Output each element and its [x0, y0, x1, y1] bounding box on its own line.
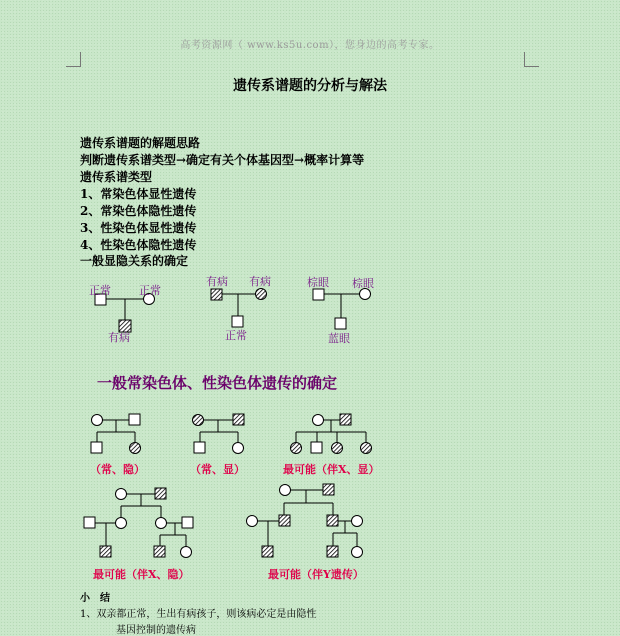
female-affected-symbol: [332, 443, 343, 454]
female-normal-symbol: [247, 516, 258, 527]
label-normal-child: 正常: [225, 329, 247, 342]
male-normal-symbol: [313, 289, 324, 300]
female-normal-symbol: [181, 547, 192, 558]
label-blue-child: 蓝眼: [328, 332, 350, 345]
text-line-8: 一般显隐关系的确定: [80, 254, 189, 268]
text-line-5: 2、常染色体隐性遗传: [80, 204, 197, 218]
male-affected-symbol: [327, 546, 338, 557]
summary-line-2: 基因控制的遗传病: [116, 625, 196, 636]
case-3-pedigree: [291, 414, 372, 454]
summary-line-1: 1、双亲都正常，生出有病孩子，则该病必定是由隐性: [80, 609, 317, 620]
male-normal-symbol: [84, 517, 95, 528]
page-header: 高考资源网（ www.ks5u.com），您身边的高考专家。: [180, 40, 440, 51]
case-label-5: 最可能（伴Y遗传）: [268, 568, 364, 581]
female-normal-symbol: [156, 518, 167, 529]
label-brown-1: 棕眼: [307, 276, 329, 289]
male-normal-symbol: [335, 318, 346, 329]
pedigree-b: [211, 289, 267, 328]
female-normal-symbol: [233, 443, 244, 454]
text-line-2: 判断遗传系谱类型→确定有关个体基因型→概率计算等: [80, 153, 365, 167]
female-normal-symbol: [92, 415, 103, 426]
female-affected-symbol: [256, 289, 267, 300]
text-line-3: 遗传系谱类型: [80, 170, 153, 184]
case-label-2: （常、显）: [190, 463, 245, 476]
male-normal-symbol: [129, 414, 140, 425]
label-brown-2: 棕眼: [352, 277, 374, 290]
pedigree-a: [95, 294, 155, 333]
case-label-3: 最可能（伴X、显）: [283, 463, 380, 476]
female-normal-symbol: [352, 516, 363, 527]
female-normal-symbol: [313, 415, 324, 426]
female-normal-symbol: [280, 485, 291, 496]
male-normal-symbol: [232, 316, 243, 327]
text-line-7: 4、性染色体隐性遗传: [80, 238, 197, 252]
male-affected-symbol: [100, 546, 111, 557]
label-normal-1: 正常: [89, 284, 111, 297]
text-line-4: 1、常染色体显性遗传: [80, 187, 197, 201]
section-subtitle: 一般常染色体、性染色体遗传的确定: [97, 374, 338, 392]
text-line-6: 3、性染色体显性遗传: [80, 221, 197, 235]
case-5-pedigree: [247, 484, 363, 558]
male-normal-symbol: [91, 442, 102, 453]
label-normal-2: 正常: [139, 284, 161, 297]
male-affected-symbol: [340, 414, 351, 425]
female-normal-symbol: [116, 489, 127, 500]
male-normal-symbol: [194, 442, 205, 453]
female-normal-symbol: [116, 518, 127, 529]
female-affected-symbol: [130, 443, 141, 454]
male-affected-symbol: [154, 546, 165, 557]
male-normal-symbol: [311, 442, 322, 453]
label-sick-child: 有病: [108, 331, 130, 344]
label-sick-1: 有病: [206, 275, 228, 288]
case-label-4: 最可能（伴X、隐）: [93, 568, 190, 581]
document-title: 遗传系谱题的分析与解法: [233, 78, 387, 94]
female-affected-symbol: [361, 443, 372, 454]
female-affected-symbol: [193, 415, 204, 426]
male-affected-symbol: [279, 515, 290, 526]
male-affected-symbol: [323, 484, 334, 495]
male-affected-symbol: [233, 414, 244, 425]
text-line-1: 遗传系谱题的解题思路: [80, 136, 201, 150]
male-affected-symbol: [327, 515, 338, 526]
female-normal-symbol: [352, 547, 363, 558]
male-affected-symbol: [262, 546, 273, 557]
summary-heading: 小 结: [80, 593, 110, 604]
male-normal-symbol: [182, 517, 193, 528]
female-affected-symbol: [291, 443, 302, 454]
label-sick-2: 有病: [249, 275, 271, 288]
case-1-pedigree: [91, 414, 141, 454]
female-normal-symbol: [360, 289, 371, 300]
case-label-1: （常、隐）: [90, 463, 145, 476]
male-affected-symbol: [211, 289, 222, 300]
case-4-pedigree: [84, 488, 193, 558]
pedigree-c: [313, 289, 371, 330]
male-affected-symbol: [155, 488, 166, 499]
case-2-pedigree: [193, 414, 245, 454]
